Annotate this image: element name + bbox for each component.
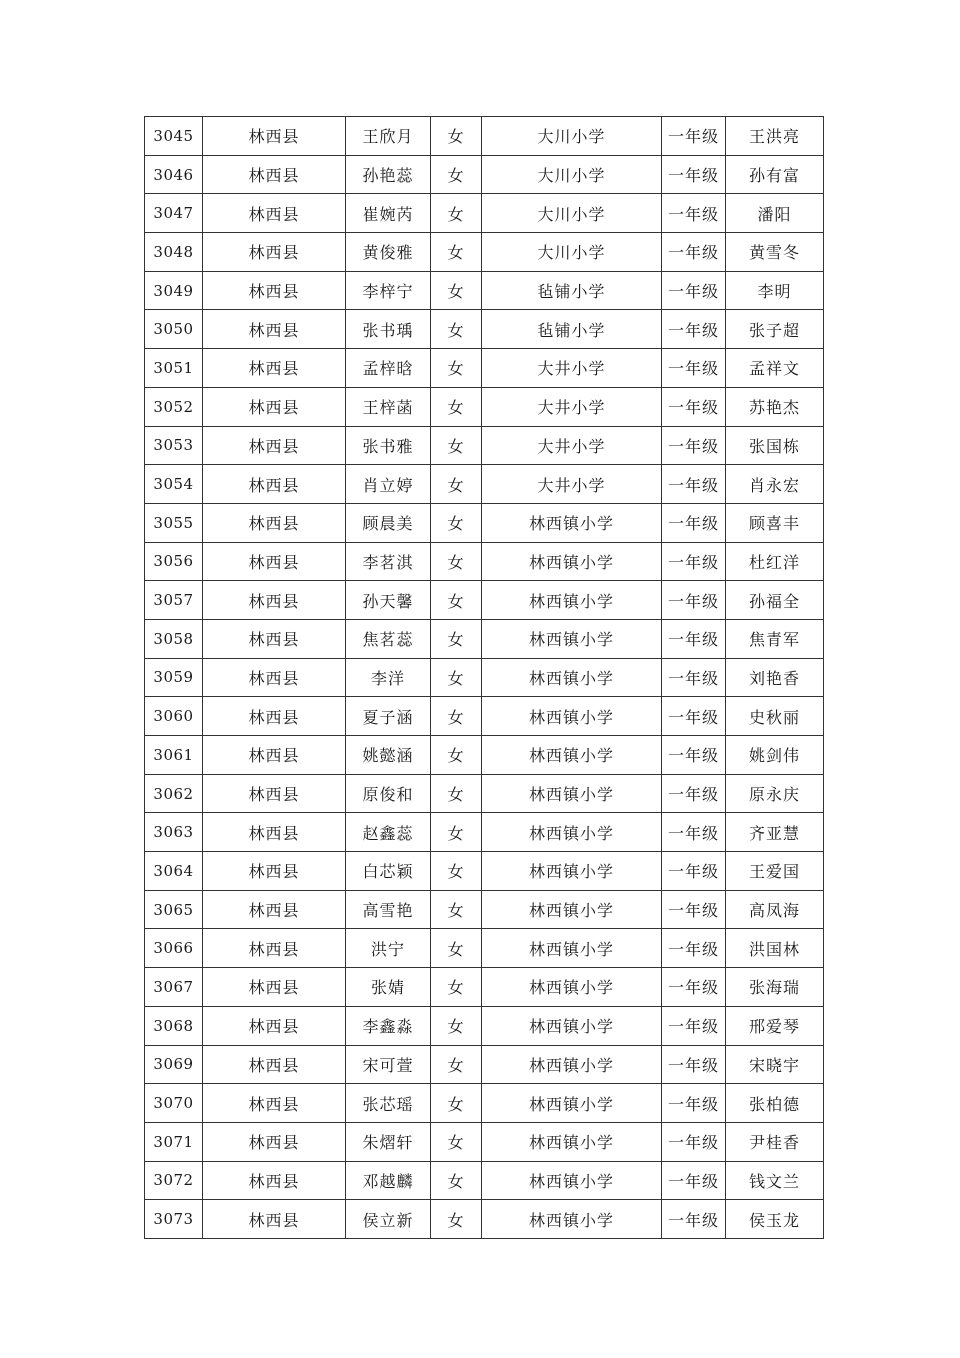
gender-cell: 女 bbox=[431, 542, 482, 581]
grade-cell: 一年级 bbox=[662, 1122, 726, 1161]
gender-cell: 女 bbox=[431, 658, 482, 697]
student-name-cell: 朱熠轩 bbox=[346, 1122, 431, 1161]
student-name-cell: 孟梓晗 bbox=[346, 349, 431, 388]
guardian-name-cell: 张子超 bbox=[726, 310, 824, 349]
table-row bbox=[145, 1084, 824, 1123]
gender-cell: 女 bbox=[431, 581, 482, 620]
grade-cell: 一年级 bbox=[662, 194, 726, 233]
table-row bbox=[145, 1006, 824, 1045]
entry-number-cell: 3054 bbox=[145, 465, 203, 504]
table-row bbox=[145, 426, 824, 465]
student-name-cell: 赵鑫蕊 bbox=[346, 813, 431, 852]
student-name-cell: 侯立新 bbox=[346, 1200, 431, 1239]
student-name-cell: 李洋 bbox=[346, 658, 431, 697]
grade-cell: 一年级 bbox=[662, 619, 726, 658]
guardian-name-cell: 洪国林 bbox=[726, 929, 824, 968]
student-name-cell: 夏子涵 bbox=[346, 697, 431, 736]
county-cell: 林西县 bbox=[203, 426, 346, 465]
guardian-name-cell: 侯玉龙 bbox=[726, 1200, 824, 1239]
gender-cell: 女 bbox=[431, 233, 482, 272]
table-row bbox=[145, 581, 824, 620]
gender-cell: 女 bbox=[431, 619, 482, 658]
guardian-name-cell: 孟祥文 bbox=[726, 349, 824, 388]
table-row bbox=[145, 194, 824, 233]
grade-cell: 一年级 bbox=[662, 387, 726, 426]
guardian-name-cell: 潘阳 bbox=[726, 194, 824, 233]
table-row bbox=[145, 774, 824, 813]
school-cell: 林西镇小学 bbox=[482, 968, 662, 1007]
guardian-name-cell: 史秋丽 bbox=[726, 697, 824, 736]
county-cell: 林西县 bbox=[203, 1200, 346, 1239]
school-cell: 大川小学 bbox=[482, 194, 662, 233]
grade-cell: 一年级 bbox=[662, 581, 726, 620]
entry-number-cell: 3063 bbox=[145, 813, 203, 852]
gender-cell: 女 bbox=[431, 1084, 482, 1123]
guardian-name-cell: 李明 bbox=[726, 271, 824, 310]
school-cell: 大川小学 bbox=[482, 117, 662, 156]
county-cell: 林西县 bbox=[203, 581, 346, 620]
entry-number-cell: 3051 bbox=[145, 349, 203, 388]
school-cell: 林西镇小学 bbox=[482, 1200, 662, 1239]
gender-cell: 女 bbox=[431, 736, 482, 775]
entry-number-cell: 3046 bbox=[145, 155, 203, 194]
grade-cell: 一年级 bbox=[662, 233, 726, 272]
student-name-cell: 姚懿涵 bbox=[346, 736, 431, 775]
school-cell: 林西镇小学 bbox=[482, 1084, 662, 1123]
gender-cell: 女 bbox=[431, 1200, 482, 1239]
county-cell: 林西县 bbox=[203, 310, 346, 349]
county-cell: 林西县 bbox=[203, 658, 346, 697]
student-name-cell: 洪宁 bbox=[346, 929, 431, 968]
table-row bbox=[145, 1200, 824, 1239]
roster-page bbox=[144, 116, 823, 1239]
student-name-cell: 原俊和 bbox=[346, 774, 431, 813]
county-cell: 林西县 bbox=[203, 1006, 346, 1045]
school-cell: 林西镇小学 bbox=[482, 1045, 662, 1084]
county-cell: 林西县 bbox=[203, 503, 346, 542]
table-row bbox=[145, 233, 824, 272]
entry-number-cell: 3059 bbox=[145, 658, 203, 697]
table-row bbox=[145, 968, 824, 1007]
table-row bbox=[145, 658, 824, 697]
student-name-cell: 邓越麟 bbox=[346, 1161, 431, 1200]
student-name-cell: 李梓宁 bbox=[346, 271, 431, 310]
school-cell: 大井小学 bbox=[482, 426, 662, 465]
gender-cell: 女 bbox=[431, 1045, 482, 1084]
table-row bbox=[145, 619, 824, 658]
school-cell: 林西镇小学 bbox=[482, 736, 662, 775]
school-cell: 林西镇小学 bbox=[482, 697, 662, 736]
student-name-cell: 李茗淇 bbox=[346, 542, 431, 581]
gender-cell: 女 bbox=[431, 310, 482, 349]
entry-number-cell: 3071 bbox=[145, 1122, 203, 1161]
grade-cell: 一年级 bbox=[662, 1045, 726, 1084]
entry-number-cell: 3065 bbox=[145, 890, 203, 929]
county-cell: 林西县 bbox=[203, 774, 346, 813]
entry-number-cell: 3073 bbox=[145, 1200, 203, 1239]
school-cell: 林西镇小学 bbox=[482, 774, 662, 813]
school-cell: 毡铺小学 bbox=[482, 310, 662, 349]
student-name-cell: 李鑫淼 bbox=[346, 1006, 431, 1045]
county-cell: 林西县 bbox=[203, 929, 346, 968]
grade-cell: 一年级 bbox=[662, 774, 726, 813]
county-cell: 林西县 bbox=[203, 736, 346, 775]
school-cell: 大井小学 bbox=[482, 349, 662, 388]
grade-cell: 一年级 bbox=[662, 349, 726, 388]
table-row bbox=[145, 1122, 824, 1161]
student-name-cell: 张书雅 bbox=[346, 426, 431, 465]
grade-cell: 一年级 bbox=[662, 852, 726, 891]
county-cell: 林西县 bbox=[203, 542, 346, 581]
gender-cell: 女 bbox=[431, 774, 482, 813]
guardian-name-cell: 王爱国 bbox=[726, 852, 824, 891]
entry-number-cell: 3060 bbox=[145, 697, 203, 736]
county-cell: 林西县 bbox=[203, 387, 346, 426]
county-cell: 林西县 bbox=[203, 349, 346, 388]
grade-cell: 一年级 bbox=[662, 310, 726, 349]
student-name-cell: 肖立婷 bbox=[346, 465, 431, 504]
gender-cell: 女 bbox=[431, 117, 482, 156]
county-cell: 林西县 bbox=[203, 155, 346, 194]
grade-cell: 一年级 bbox=[662, 929, 726, 968]
school-cell: 林西镇小学 bbox=[482, 1161, 662, 1200]
guardian-name-cell: 张国栋 bbox=[726, 426, 824, 465]
table-row bbox=[145, 310, 824, 349]
table-row bbox=[145, 387, 824, 426]
entry-number-cell: 3068 bbox=[145, 1006, 203, 1045]
school-cell: 林西镇小学 bbox=[482, 1006, 662, 1045]
guardian-name-cell: 宋晓宇 bbox=[726, 1045, 824, 1084]
gender-cell: 女 bbox=[431, 387, 482, 426]
grade-cell: 一年级 bbox=[662, 890, 726, 929]
grade-cell: 一年级 bbox=[662, 1084, 726, 1123]
county-cell: 林西县 bbox=[203, 194, 346, 233]
table-row bbox=[145, 503, 824, 542]
student-name-cell: 张芯瑶 bbox=[346, 1084, 431, 1123]
grade-cell: 一年级 bbox=[662, 426, 726, 465]
table-row bbox=[145, 542, 824, 581]
entry-number-cell: 3069 bbox=[145, 1045, 203, 1084]
entry-number-cell: 3057 bbox=[145, 581, 203, 620]
county-cell: 林西县 bbox=[203, 697, 346, 736]
table-row bbox=[145, 697, 824, 736]
table-row bbox=[145, 852, 824, 891]
student-name-cell: 宋可萱 bbox=[346, 1045, 431, 1084]
gender-cell: 女 bbox=[431, 1161, 482, 1200]
grade-cell: 一年级 bbox=[662, 1200, 726, 1239]
table-row bbox=[145, 813, 824, 852]
county-cell: 林西县 bbox=[203, 813, 346, 852]
grade-cell: 一年级 bbox=[662, 503, 726, 542]
entry-number-cell: 3062 bbox=[145, 774, 203, 813]
guardian-name-cell: 黄雪冬 bbox=[726, 233, 824, 272]
school-cell: 林西镇小学 bbox=[482, 813, 662, 852]
table-row bbox=[145, 1045, 824, 1084]
county-cell: 林西县 bbox=[203, 890, 346, 929]
entry-number-cell: 3064 bbox=[145, 852, 203, 891]
student-name-cell: 王欣月 bbox=[346, 117, 431, 156]
guardian-name-cell: 齐亚慧 bbox=[726, 813, 824, 852]
gender-cell: 女 bbox=[431, 813, 482, 852]
student-name-cell: 孙艳蕊 bbox=[346, 155, 431, 194]
guardian-name-cell: 苏艳杰 bbox=[726, 387, 824, 426]
grade-cell: 一年级 bbox=[662, 697, 726, 736]
county-cell: 林西县 bbox=[203, 271, 346, 310]
table-row bbox=[145, 890, 824, 929]
county-cell: 林西县 bbox=[203, 852, 346, 891]
gender-cell: 女 bbox=[431, 426, 482, 465]
student-name-cell: 黄俊雅 bbox=[346, 233, 431, 272]
entry-number-cell: 3058 bbox=[145, 619, 203, 658]
gender-cell: 女 bbox=[431, 1122, 482, 1161]
student-name-cell: 白芯颖 bbox=[346, 852, 431, 891]
guardian-name-cell: 张柏德 bbox=[726, 1084, 824, 1123]
county-cell: 林西县 bbox=[203, 968, 346, 1007]
grade-cell: 一年级 bbox=[662, 155, 726, 194]
gender-cell: 女 bbox=[431, 155, 482, 194]
grade-cell: 一年级 bbox=[662, 813, 726, 852]
school-cell: 林西镇小学 bbox=[482, 503, 662, 542]
school-cell: 林西镇小学 bbox=[482, 929, 662, 968]
guardian-name-cell: 肖永宏 bbox=[726, 465, 824, 504]
grade-cell: 一年级 bbox=[662, 542, 726, 581]
school-cell: 毡铺小学 bbox=[482, 271, 662, 310]
county-cell: 林西县 bbox=[203, 1122, 346, 1161]
school-cell: 林西镇小学 bbox=[482, 852, 662, 891]
table-row bbox=[145, 117, 824, 156]
guardian-name-cell: 焦青军 bbox=[726, 619, 824, 658]
entry-number-cell: 3048 bbox=[145, 233, 203, 272]
guardian-name-cell: 杜红洋 bbox=[726, 542, 824, 581]
county-cell: 林西县 bbox=[203, 233, 346, 272]
entry-number-cell: 3055 bbox=[145, 503, 203, 542]
school-cell: 林西镇小学 bbox=[482, 890, 662, 929]
county-cell: 林西县 bbox=[203, 1161, 346, 1200]
gender-cell: 女 bbox=[431, 349, 482, 388]
table-row bbox=[145, 271, 824, 310]
guardian-name-cell: 姚剑伟 bbox=[726, 736, 824, 775]
guardian-name-cell: 王洪亮 bbox=[726, 117, 824, 156]
entry-number-cell: 3050 bbox=[145, 310, 203, 349]
entry-number-cell: 3061 bbox=[145, 736, 203, 775]
student-name-cell: 崔婉芮 bbox=[346, 194, 431, 233]
gender-cell: 女 bbox=[431, 929, 482, 968]
entry-number-cell: 3045 bbox=[145, 117, 203, 156]
guardian-name-cell: 刘艳香 bbox=[726, 658, 824, 697]
gender-cell: 女 bbox=[431, 890, 482, 929]
table-row bbox=[145, 155, 824, 194]
table-row bbox=[145, 736, 824, 775]
entry-number-cell: 3052 bbox=[145, 387, 203, 426]
school-cell: 林西镇小学 bbox=[482, 542, 662, 581]
school-cell: 林西镇小学 bbox=[482, 581, 662, 620]
gender-cell: 女 bbox=[431, 271, 482, 310]
grade-cell: 一年级 bbox=[662, 658, 726, 697]
guardian-name-cell: 尹桂香 bbox=[726, 1122, 824, 1161]
school-cell: 林西镇小学 bbox=[482, 619, 662, 658]
county-cell: 林西县 bbox=[203, 1084, 346, 1123]
gender-cell: 女 bbox=[431, 1006, 482, 1045]
grade-cell: 一年级 bbox=[662, 736, 726, 775]
guardian-name-cell: 钱文兰 bbox=[726, 1161, 824, 1200]
school-cell: 大川小学 bbox=[482, 233, 662, 272]
guardian-name-cell: 孙有富 bbox=[726, 155, 824, 194]
entry-number-cell: 3066 bbox=[145, 929, 203, 968]
student-name-cell: 张书瑀 bbox=[346, 310, 431, 349]
entry-number-cell: 3049 bbox=[145, 271, 203, 310]
school-cell: 林西镇小学 bbox=[482, 1122, 662, 1161]
gender-cell: 女 bbox=[431, 465, 482, 504]
school-cell: 大川小学 bbox=[482, 155, 662, 194]
guardian-name-cell: 张海瑞 bbox=[726, 968, 824, 1007]
grade-cell: 一年级 bbox=[662, 271, 726, 310]
grade-cell: 一年级 bbox=[662, 1006, 726, 1045]
grade-cell: 一年级 bbox=[662, 1161, 726, 1200]
guardian-name-cell: 邢爱琴 bbox=[726, 1006, 824, 1045]
gender-cell: 女 bbox=[431, 194, 482, 233]
student-name-cell: 张婧 bbox=[346, 968, 431, 1007]
gender-cell: 女 bbox=[431, 503, 482, 542]
roster-table bbox=[144, 116, 824, 1239]
school-cell: 大井小学 bbox=[482, 387, 662, 426]
gender-cell: 女 bbox=[431, 968, 482, 1007]
table-row bbox=[145, 1161, 824, 1200]
grade-cell: 一年级 bbox=[662, 968, 726, 1007]
county-cell: 林西县 bbox=[203, 117, 346, 156]
entry-number-cell: 3072 bbox=[145, 1161, 203, 1200]
grade-cell: 一年级 bbox=[662, 465, 726, 504]
gender-cell: 女 bbox=[431, 697, 482, 736]
grade-cell: 一年级 bbox=[662, 117, 726, 156]
student-name-cell: 孙天馨 bbox=[346, 581, 431, 620]
student-name-cell: 焦茗蕊 bbox=[346, 619, 431, 658]
student-name-cell: 高雪艳 bbox=[346, 890, 431, 929]
table-row bbox=[145, 465, 824, 504]
student-name-cell: 王梓菡 bbox=[346, 387, 431, 426]
entry-number-cell: 3056 bbox=[145, 542, 203, 581]
school-cell: 林西镇小学 bbox=[482, 658, 662, 697]
guardian-name-cell: 高凤海 bbox=[726, 890, 824, 929]
county-cell: 林西县 bbox=[203, 619, 346, 658]
entry-number-cell: 3053 bbox=[145, 426, 203, 465]
roster-body bbox=[145, 117, 824, 1239]
county-cell: 林西县 bbox=[203, 465, 346, 504]
guardian-name-cell: 顾喜丰 bbox=[726, 503, 824, 542]
table-row bbox=[145, 349, 824, 388]
entry-number-cell: 3047 bbox=[145, 194, 203, 233]
guardian-name-cell: 孙福全 bbox=[726, 581, 824, 620]
entry-number-cell: 3067 bbox=[145, 968, 203, 1007]
county-cell: 林西县 bbox=[203, 1045, 346, 1084]
entry-number-cell: 3070 bbox=[145, 1084, 203, 1123]
table-row bbox=[145, 929, 824, 968]
student-name-cell: 顾晨美 bbox=[346, 503, 431, 542]
guardian-name-cell: 原永庆 bbox=[726, 774, 824, 813]
school-cell: 大井小学 bbox=[482, 465, 662, 504]
gender-cell: 女 bbox=[431, 852, 482, 891]
